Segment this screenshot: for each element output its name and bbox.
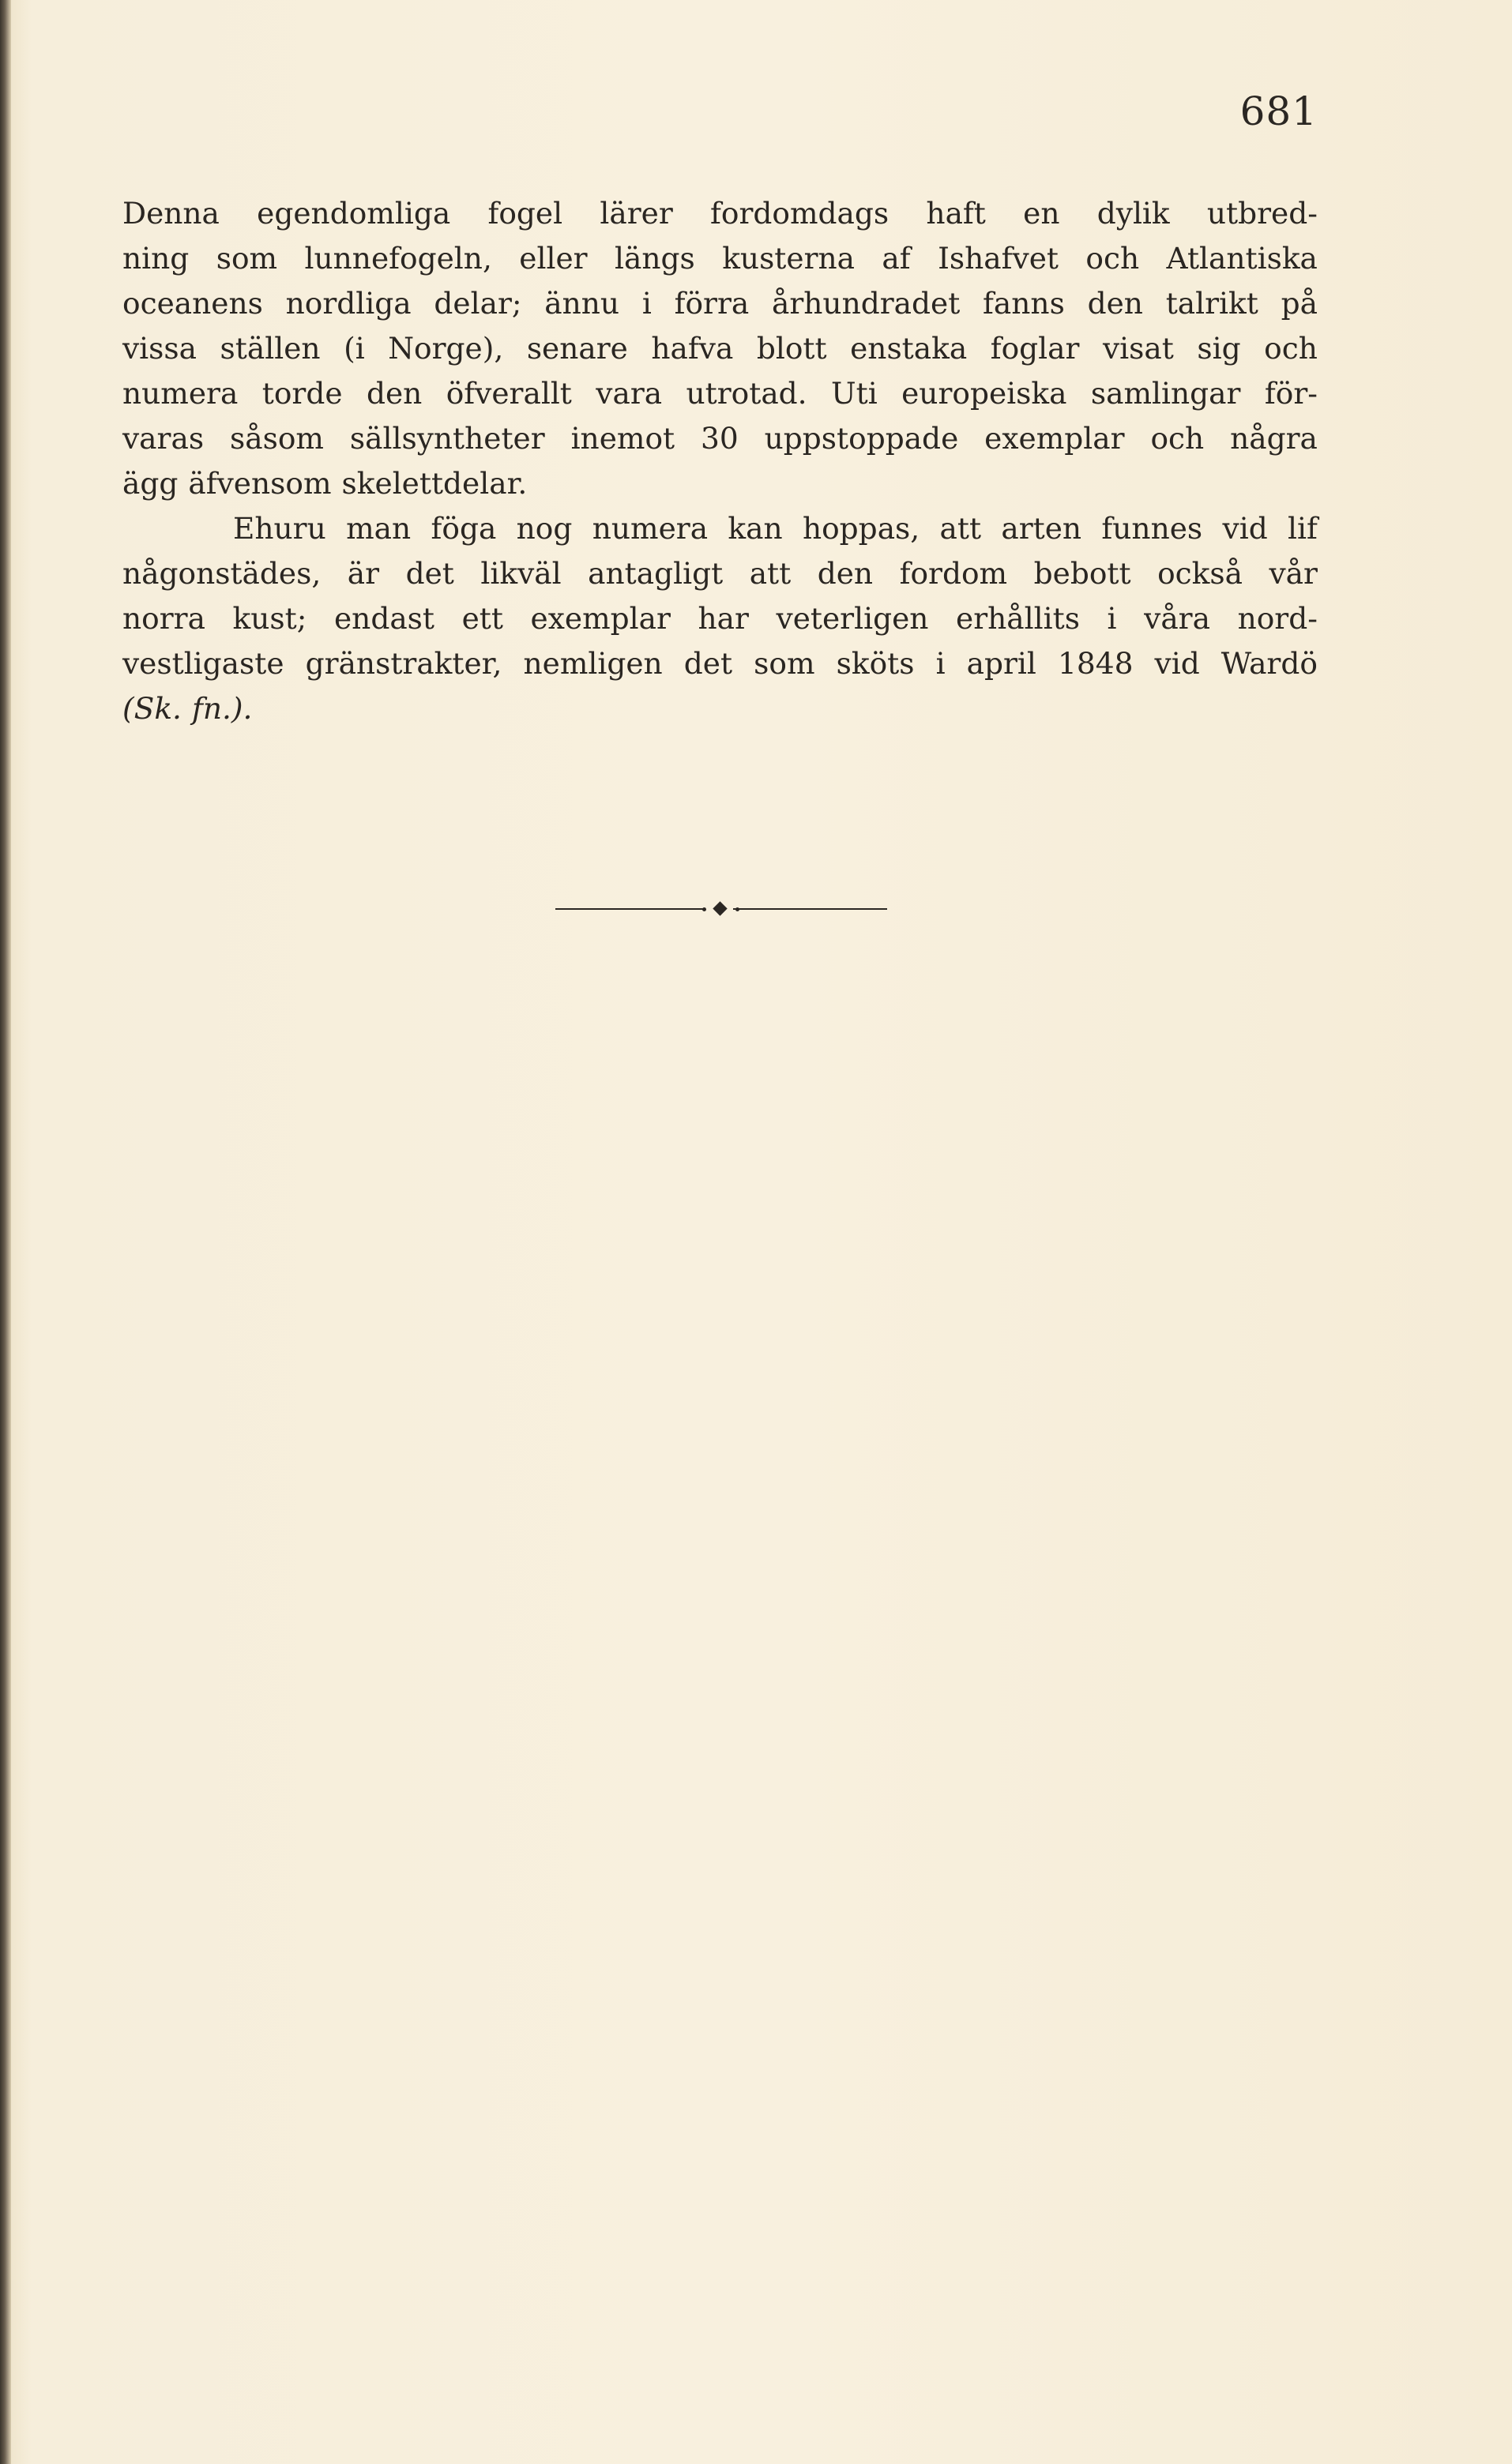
word: sällsyntheter <box>349 421 545 456</box>
word: torde <box>261 376 343 411</box>
word: är <box>347 556 380 591</box>
word: Ehuru <box>233 511 326 546</box>
word: Uti <box>831 376 878 411</box>
word: har <box>698 601 749 636</box>
text-line <box>122 416 1318 461</box>
word: nordliga <box>285 286 412 321</box>
word: i <box>641 286 652 321</box>
word: längs <box>615 241 695 276</box>
text-line <box>122 461 1318 506</box>
word: exemplar <box>984 421 1125 456</box>
word: såsom <box>229 421 324 456</box>
word: april <box>966 646 1036 681</box>
word: som <box>216 241 278 276</box>
word: ett <box>461 601 503 636</box>
word: det <box>683 646 733 681</box>
word: vår <box>1269 556 1318 591</box>
word: egendomliga <box>257 196 451 231</box>
word: våra <box>1144 601 1210 636</box>
word: den <box>1087 286 1143 321</box>
word: visat <box>1102 331 1174 366</box>
word: en <box>1023 196 1060 231</box>
word: några <box>1230 421 1318 456</box>
word: hoppas, <box>802 511 920 546</box>
word: fordomdags <box>710 196 890 231</box>
word: Norge), <box>388 331 504 366</box>
word: endast <box>333 601 434 636</box>
word: numera <box>122 376 239 411</box>
word: bebott <box>1033 556 1131 591</box>
word: eller <box>519 241 588 276</box>
word: kusterna <box>722 241 856 276</box>
word: i <box>1107 601 1117 636</box>
word: sköts <box>836 646 915 681</box>
word: antagligt <box>588 556 724 591</box>
word: någonstädes, <box>122 556 322 591</box>
word: lunnefogeln, <box>304 241 492 276</box>
word: ännu <box>544 286 620 321</box>
word: och <box>1085 241 1140 276</box>
word: uppstoppade <box>764 421 959 456</box>
word: den <box>817 556 874 591</box>
word: århundradet <box>771 286 961 321</box>
binding-edge <box>0 0 11 2464</box>
divider-rule-left <box>555 908 705 910</box>
word: vid <box>1154 646 1200 681</box>
word: fanns <box>983 286 1065 321</box>
word: veterligen <box>776 601 929 636</box>
page-number: 681 <box>1239 88 1318 134</box>
word: dylik <box>1096 196 1170 231</box>
word: vara <box>596 376 663 411</box>
word: fn.). <box>191 691 253 726</box>
word: och <box>1264 331 1318 366</box>
word: likväl <box>480 556 562 591</box>
word: haft <box>926 196 986 231</box>
word: fogel <box>487 196 563 231</box>
word: samlingar <box>1090 376 1241 411</box>
text-line <box>122 686 1318 731</box>
word: att <box>939 511 982 546</box>
word: 30 <box>701 421 739 456</box>
word: varas <box>122 421 205 456</box>
word: också <box>1157 556 1243 591</box>
text-line <box>122 641 1318 686</box>
word: ägg <box>122 466 179 501</box>
word: skelettdelar. <box>341 466 528 501</box>
word: lif <box>1288 511 1318 546</box>
word: utbred- <box>1206 196 1318 231</box>
word: exemplar <box>530 601 671 636</box>
word: fordom <box>899 556 1008 591</box>
section-divider-ornament <box>555 901 887 917</box>
word: delar; <box>434 286 522 321</box>
word: blott <box>756 331 827 366</box>
word: det <box>405 556 454 591</box>
word: ställen <box>220 331 321 366</box>
word: och <box>1150 421 1205 456</box>
word: Ishafvet <box>938 241 1059 276</box>
text-line <box>122 281 1318 326</box>
text-line <box>122 191 1318 236</box>
text-line <box>122 506 1318 551</box>
word: norra <box>122 601 205 636</box>
word: oceanens <box>122 286 263 321</box>
text-line <box>122 371 1318 416</box>
divider-diamond-icon <box>713 901 727 915</box>
word: i <box>935 646 946 681</box>
word: nemligen <box>523 646 663 681</box>
word: ning <box>122 241 190 276</box>
word: (Sk. <box>122 691 182 726</box>
word: nog <box>516 511 573 546</box>
word: (i <box>344 331 365 366</box>
word: för- <box>1264 376 1318 411</box>
word: Atlantiska <box>1166 241 1318 276</box>
divider-dot-left <box>702 907 706 911</box>
word: nord- <box>1237 601 1318 636</box>
word: man <box>346 511 412 546</box>
word: numera <box>592 511 709 546</box>
word: hafva <box>651 331 734 366</box>
word: äfvensom <box>188 466 332 501</box>
word: kan <box>728 511 783 546</box>
body-text <box>122 191 1318 731</box>
word: vestligaste <box>122 646 284 681</box>
word: 1848 <box>1058 646 1134 681</box>
word: talrikt <box>1165 286 1258 321</box>
word: som <box>754 646 815 681</box>
word: vissa <box>122 331 197 366</box>
word: af <box>882 241 911 276</box>
text-line <box>122 551 1318 596</box>
text-line <box>122 596 1318 641</box>
word: europeiska <box>901 376 1067 411</box>
word: erhållits <box>956 601 1080 636</box>
word: föga <box>431 511 497 546</box>
word: utrotad. <box>686 376 807 411</box>
divider-rule-right <box>733 908 887 910</box>
word: vid <box>1222 511 1268 546</box>
word: den <box>366 376 423 411</box>
word: Denna <box>122 196 220 231</box>
text-line <box>122 326 1318 371</box>
text-line <box>122 236 1318 281</box>
word: enstaka <box>850 331 968 366</box>
word: förra <box>674 286 750 321</box>
word: arten <box>1001 511 1082 546</box>
word: funnes <box>1101 511 1203 546</box>
word: att <box>749 556 792 591</box>
word: Wardö <box>1221 646 1318 681</box>
word: kust; <box>232 601 307 636</box>
word: lärer <box>600 196 673 231</box>
word: gränstrakter, <box>305 646 502 681</box>
word: sig <box>1197 331 1241 366</box>
word: på <box>1281 286 1318 321</box>
word: senare <box>526 331 628 366</box>
word: öfverallt <box>446 376 572 411</box>
word: inemot <box>570 421 675 456</box>
word: foglar <box>990 331 1080 366</box>
